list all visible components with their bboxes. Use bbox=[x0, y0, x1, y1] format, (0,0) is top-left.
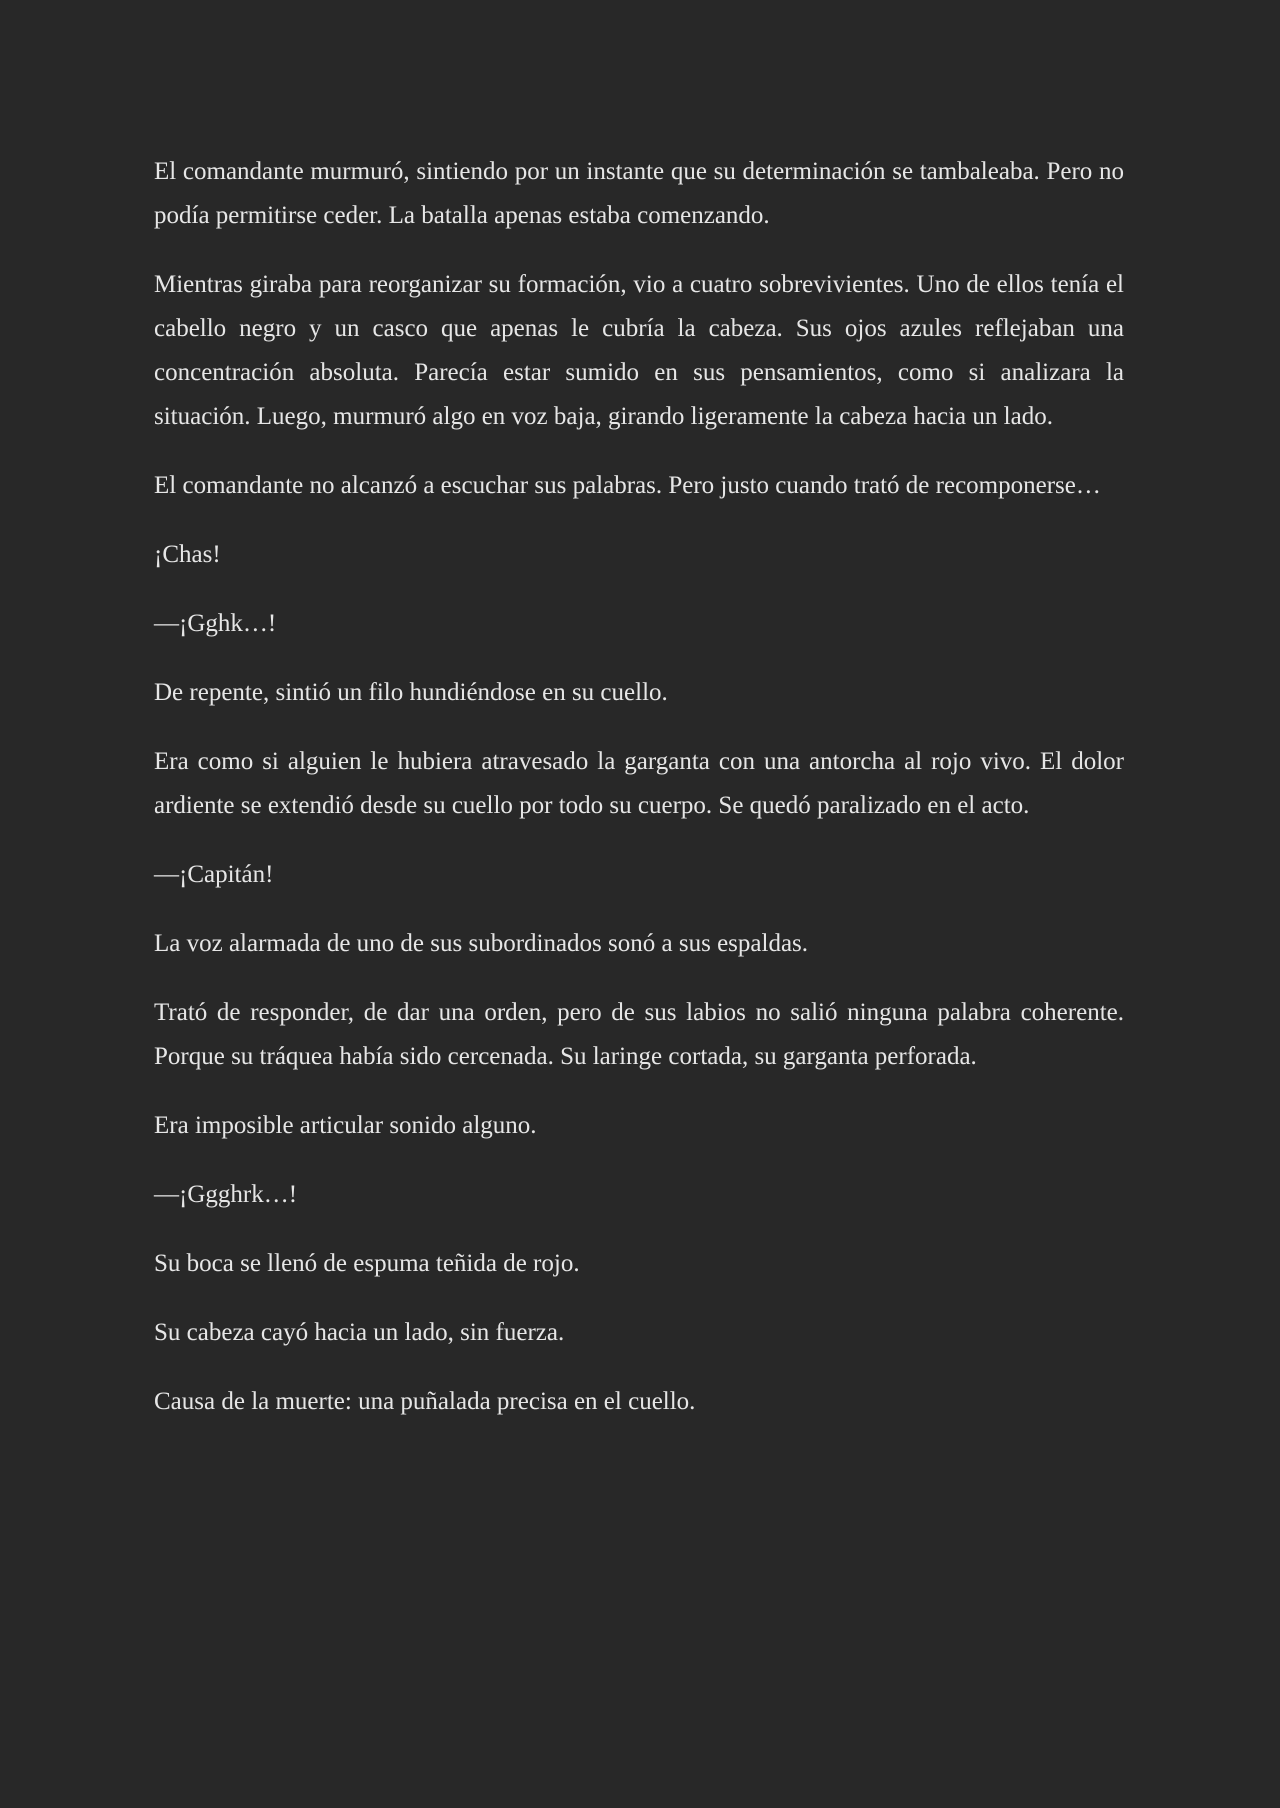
paragraph: —¡Gghk…! bbox=[154, 610, 277, 637]
paragraph: Trató de responder, de dar una orden, pero de sus labios no salió ninguna palabra coherente. Porque su tráquea había sido cercenada. Su laringe cortada, su garganta perforada. bbox=[154, 999, 1124, 1070]
paragraph: Mientras giraba para reorganizar su formación, vio a cuatro sobrevivientes. Uno de ellos tenía el cabello negro y un casco que apenas le cubría la cabeza. Sus ojos azules reflejaban una concentración absoluta. Parecía estar sumido en sus pensamientos, como si analizara la situación. Luego, murmuró algo en voz baja, girando ligeramente la cabeza hacia un lado. bbox=[154, 271, 1124, 430]
paragraph: ¡Chas! bbox=[154, 541, 221, 568]
paragraph: Causa de la muerte: una puñalada precisa en el cuello. bbox=[154, 1388, 696, 1415]
paragraph: El comandante murmuró, sintiendo por un instante que su determinación se tambaleaba. Pero no podía permitirse ceder. La batalla apenas estaba comenzando. bbox=[154, 158, 1124, 229]
paragraph: El comandante no alcanzó a escuchar sus palabras. Pero justo cuando trató de recomponerse… bbox=[154, 472, 1101, 499]
paragraph: Era imposible articular sonido alguno. bbox=[154, 1112, 537, 1139]
paragraph: —¡Ggghrk…! bbox=[154, 1181, 298, 1208]
paragraph: Su cabeza cayó hacia un lado, sin fuerza. bbox=[154, 1319, 565, 1346]
paragraph: —¡Capitán! bbox=[154, 861, 274, 888]
paragraph: Su boca se llenó de espuma teñida de rojo. bbox=[154, 1250, 580, 1277]
paragraph: De repente, sintió un filo hundiéndose en su cuello. bbox=[154, 679, 668, 706]
paragraph: Era como si alguien le hubiera atravesado la garganta con una antorcha al rojo vivo. El dolor ardiente se extendió desde su cuello por todo su cuerpo. Se quedó paralizado en el acto. bbox=[154, 748, 1124, 819]
paragraph: La voz alarmada de uno de sus subordinados sonó a sus espaldas. bbox=[154, 930, 809, 957]
reading-page bbox=[154, 150, 1124, 1424]
